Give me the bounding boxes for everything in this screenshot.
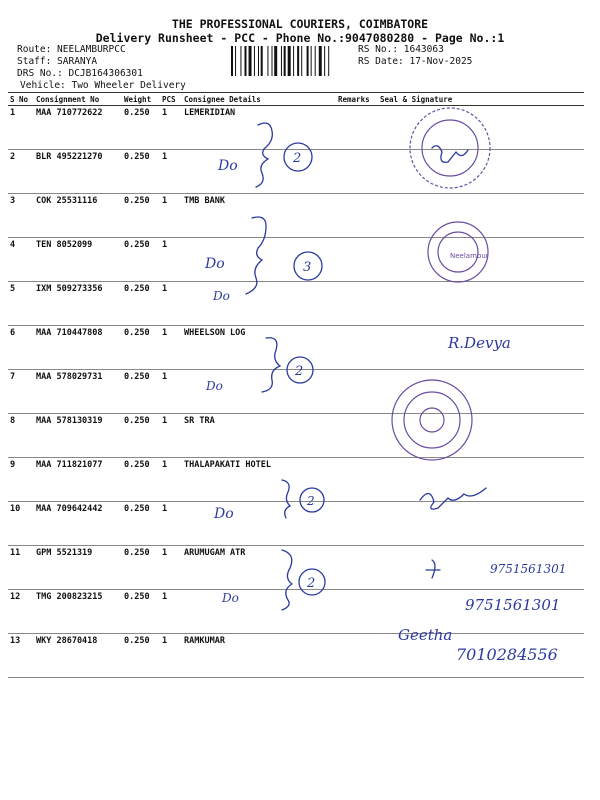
row-consignee: THALAPAKATI HOTEL xyxy=(182,458,336,502)
count-mark: 2 xyxy=(307,576,316,591)
row-consignee: ARUMUGAM ATR xyxy=(182,546,336,590)
row-consignee: LEMERIDIAN xyxy=(182,106,336,150)
row-consignment-no: MAA 578029731 xyxy=(34,370,122,414)
rs-number: RS No.: 1643063 xyxy=(358,44,444,55)
row-weight: 0.250 xyxy=(122,546,160,590)
phone-handwritten: 9751561301 xyxy=(465,596,561,614)
row-weight: 0.250 xyxy=(122,238,160,282)
row-weight: 0.250 xyxy=(122,326,160,370)
row-sno: 9 xyxy=(8,458,34,502)
row-pcs: 1 xyxy=(160,238,182,282)
brace-mark xyxy=(256,123,272,187)
row-consignee: RAMKUMAR xyxy=(182,634,336,678)
count-mark: 2 xyxy=(293,151,302,166)
row-consignment-no: MAA 709642442 xyxy=(34,502,122,546)
row-consignment-no: MAA 710447808 xyxy=(34,326,122,370)
row-consignment-no: MAA 710772622 xyxy=(34,106,122,150)
row-pcs: 1 xyxy=(160,634,182,678)
brace-mark xyxy=(262,338,280,392)
row-weight: 0.250 xyxy=(122,370,160,414)
row-weight: 0.250 xyxy=(122,106,160,150)
row-sno: 3 xyxy=(8,194,34,238)
row-sno: 6 xyxy=(8,326,34,370)
route-label: Route: NEELAMBURPCC xyxy=(17,44,126,55)
row-sno: 7 xyxy=(8,370,34,414)
row-consignee: SR TRA xyxy=(182,414,336,458)
col-consignee: Consignee Details xyxy=(182,93,336,106)
brace-mark xyxy=(246,217,266,294)
count-mark: 3 xyxy=(303,260,312,275)
brace-mark xyxy=(282,550,292,610)
col-sno: S No xyxy=(8,93,34,106)
do-mark: Do xyxy=(205,256,225,272)
row-pcs: 1 xyxy=(160,150,182,194)
row-consignee: TMB BANK xyxy=(182,194,336,238)
row-consignee: WHEELSON LOG xyxy=(182,326,336,370)
row-weight: 0.250 xyxy=(122,194,160,238)
signature-mark xyxy=(432,146,468,163)
count-mark: 2 xyxy=(295,364,304,379)
row-consignment-no: TEN 8052099 xyxy=(34,238,122,282)
row-weight: 0.250 xyxy=(122,150,160,194)
signature-mark xyxy=(420,488,486,509)
row-weight: 0.250 xyxy=(122,590,160,634)
row-pcs: 1 xyxy=(160,106,182,150)
do-mark: Do xyxy=(214,506,234,522)
drs-label: DRS No.: DCJB164306301 xyxy=(17,68,143,79)
signature-text: Geetha xyxy=(398,626,453,644)
staff-label: Staff: SARANYA xyxy=(17,56,98,67)
col-pcs: PCS xyxy=(160,93,182,106)
row-pcs: 1 xyxy=(160,326,182,370)
row-sno: 13 xyxy=(8,634,34,678)
stamp-text: Neelambur xyxy=(450,252,489,260)
seal-stamp xyxy=(410,108,490,188)
rs-date: RS Date: 17-Nov-2025 xyxy=(358,56,473,67)
brace-mark xyxy=(282,480,290,518)
do-mark: Do xyxy=(213,289,230,303)
row-weight: 0.250 xyxy=(122,282,160,326)
row-weight: 0.250 xyxy=(122,502,160,546)
row-sno: 1 xyxy=(8,106,34,150)
row-pcs: 1 xyxy=(160,194,182,238)
row-consignment-no: COK 25531116 xyxy=(34,194,122,238)
row-sno: 2 xyxy=(8,150,34,194)
row-consignment-no: GPM 5521319 xyxy=(34,546,122,590)
col-remarks: Remarks xyxy=(336,93,378,106)
row-pcs: 1 xyxy=(160,546,182,590)
do-mark: Do xyxy=(206,379,223,393)
row-pcs: 1 xyxy=(160,414,182,458)
row-consignment-no: IXM 509273356 xyxy=(34,282,122,326)
signature-text: R.Devya xyxy=(448,334,511,352)
col-seal: Seal & Signature xyxy=(378,93,584,106)
phone-handwritten: 7010284556 xyxy=(456,645,558,664)
row-sno: 5 xyxy=(8,282,34,326)
col-weight: Weight xyxy=(122,93,160,106)
row-consignment-no: WKY 28670418 xyxy=(34,634,122,678)
row-consignment-no: MAA 711821077 xyxy=(34,458,122,502)
row-pcs: 1 xyxy=(160,502,182,546)
signature-mark xyxy=(426,560,440,578)
seal-stamp xyxy=(392,380,472,460)
row-consignment-no: BLR 495221270 xyxy=(34,150,122,194)
row-sno: 8 xyxy=(8,414,34,458)
row-sno: 4 xyxy=(8,238,34,282)
vehicle-label: Vehicle: Two Wheeler Delivery xyxy=(20,80,186,91)
phone-handwritten: 9751561301 xyxy=(490,562,567,576)
row-weight: 0.250 xyxy=(122,458,160,502)
company-title: THE PROFESSIONAL COURIERS, COIMBATORE xyxy=(171,17,429,31)
row-weight: 0.250 xyxy=(122,414,160,458)
row-pcs: 1 xyxy=(160,370,182,414)
row-pcs: 1 xyxy=(160,590,182,634)
runsheet-subtitle: Delivery Runsheet - PCC - Phone No.:9047080280 - Page No.:1 xyxy=(95,31,505,45)
row-weight: 0.250 xyxy=(122,634,160,678)
row-sno: 11 xyxy=(8,546,34,590)
row-sno: 12 xyxy=(8,590,34,634)
do-mark: Do xyxy=(218,158,238,174)
row-sno: 10 xyxy=(8,502,34,546)
row-pcs: 1 xyxy=(160,458,182,502)
do-mark: Do xyxy=(222,591,239,605)
row-pcs: 1 xyxy=(160,282,182,326)
row-consignment-no: TMG 200823215 xyxy=(34,590,122,634)
row-consignment-no: MAA 578130319 xyxy=(34,414,122,458)
count-mark: 2 xyxy=(307,494,315,508)
col-consignment: Consignment No xyxy=(34,93,122,106)
